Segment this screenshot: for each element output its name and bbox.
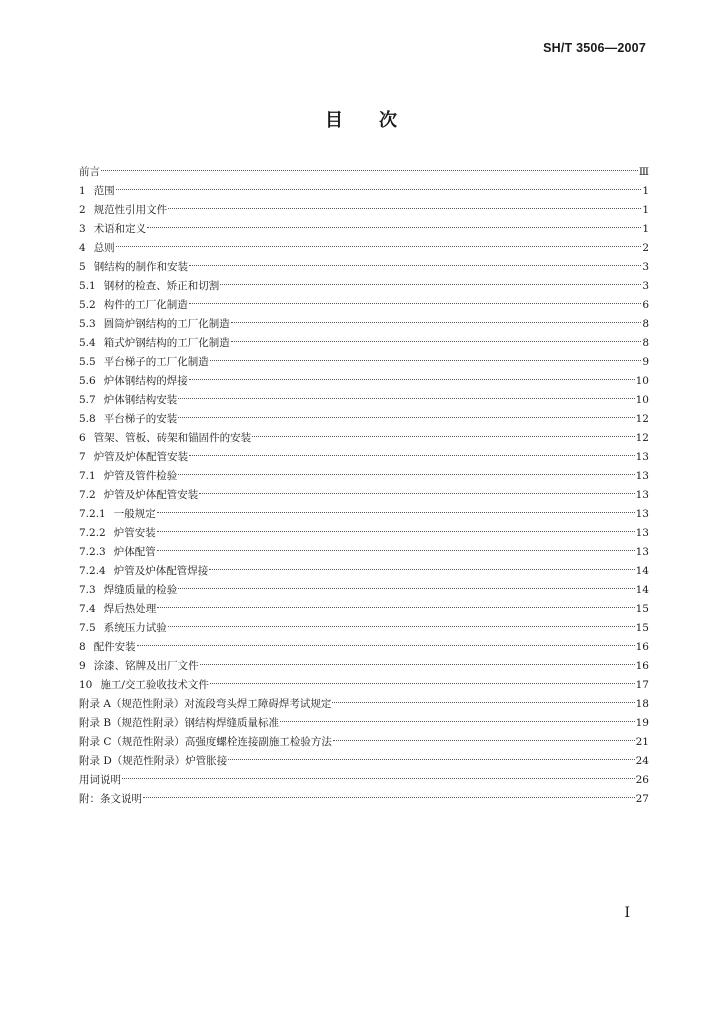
toc-entry-title: 焊后热处理 [103,603,157,615]
toc-entry-number: 6 [79,432,86,444]
toc-dot-leader [189,302,642,304]
toc-entry-title: 总则 [93,242,115,254]
toc-entry-number: 7.1 [79,470,96,482]
toc-entry[interactable] [79,467,649,486]
toc-entry-number: 5.5 [79,356,96,368]
toc-entry-title: 炉管及管件检验 [103,470,178,482]
toc-entry[interactable] [79,315,649,334]
toc-entry-title: 钢材的检查、矫正和切割 [103,280,220,292]
toc-entry[interactable] [79,714,649,733]
toc-entry[interactable] [79,372,649,391]
toc-entry-page: 2 [642,242,649,254]
toc-entry-page: 21 [635,736,649,748]
toc-dot-leader [116,245,642,247]
toc-entry[interactable] [79,277,649,296]
toc-entry-number: 5.8 [79,413,96,425]
toc-dot-leader [116,188,642,190]
toc-entry-page: 27 [635,793,649,805]
toc-entry-title: 炉体钢结构安装 [103,394,178,406]
toc-entry-number: 8 [79,641,86,653]
toc-entry-page: 3 [642,261,649,273]
toc-dot-leader [137,644,635,646]
toc-entry-title: 钢结构的制作和安装 [93,261,189,273]
toc-entry-page: 14 [635,565,649,577]
toc-entry-page: 13 [635,451,649,463]
toc-entry[interactable] [79,771,649,790]
toc-dot-leader [332,701,634,703]
page-title [0,106,724,132]
toc-entry-page: 8 [642,337,649,349]
toc-entry-number: 7.2.3 [79,546,106,558]
toc-entry-page: 3 [642,280,649,292]
toc-entry[interactable] [79,296,649,315]
toc-entry[interactable] [79,790,649,809]
toc-dot-leader [189,378,635,380]
toc-entry-title: 炉管及炉体配管安装 [93,451,189,463]
toc-dot-leader [231,321,642,323]
toc-entry-page: 14 [635,584,649,596]
toc-entry-title: 炉管安装 [113,527,156,539]
toc-entry-page: 6 [642,299,649,311]
toc-entry[interactable] [79,676,649,695]
toc-entry-title: 规范性引用文件 [93,204,168,216]
toc-entry-title: 炉体钢结构的焊接 [103,375,188,387]
toc-entry[interactable] [79,239,649,258]
toc-entry-title: 平台梯子的安装 [103,413,178,425]
toc-dot-leader [147,226,641,228]
toc-entry-page: 1 [642,223,649,235]
toc-dot-leader [157,549,635,551]
toc-dot-leader [333,739,635,741]
toc-entry-number: 5.4 [79,337,96,349]
toc-entry-number: 5.6 [79,375,96,387]
toc-dot-leader [178,587,634,589]
toc-dot-leader [178,397,634,399]
toc-entry-page: 15 [635,603,649,615]
toc-entry-page: 8 [642,318,649,330]
toc-dot-leader [199,492,634,494]
toc-entry-title: 构件的工厂化制造 [103,299,188,311]
toc-dot-leader [157,606,634,608]
toc-entry[interactable] [79,657,649,676]
table-of-contents [79,163,649,809]
page-number: I [624,905,630,921]
toc-dot-leader [228,758,634,760]
toc-entry[interactable] [79,619,649,638]
toc-dot-leader [220,283,641,285]
toc-entry-title: 炉管及炉体配管焊接 [113,565,209,577]
toc-entry-page: 9 [642,356,649,368]
toc-dot-leader [231,340,642,342]
toc-entry-number: 5.3 [79,318,96,330]
toc-entry[interactable] [79,410,649,429]
toc-entry-title: 用词说明 [79,774,121,786]
toc-entry-title: 平台梯子的工厂化制造 [103,356,209,368]
toc-dot-leader [200,663,635,665]
toc-entry-number: 7.2 [79,489,96,501]
toc-entry[interactable] [79,505,649,524]
toc-entry-page: 15 [635,622,649,634]
toc-entry-page: 18 [635,698,649,710]
page-title-char-1: 目 [325,110,345,131]
toc-dot-leader [189,264,641,266]
toc-dot-leader [252,435,634,437]
toc-entry-title: 附录 A（规范性附录）对流段弯头焊工障碍焊考试规定 [79,698,332,710]
toc-entry-page: 24 [635,755,649,767]
toc-entry-number: 4 [79,242,86,254]
page-title-char-2: 次 [379,110,399,131]
toc-entry-title: 附录 B（规范性附录）钢结构焊缝质量标准 [79,717,280,729]
toc-entry-title: 圆筒炉钢结构的工厂化制造 [103,318,230,330]
toc-entry[interactable] [79,429,649,448]
toc-entry-title: 附录 D（规范性附录）炉管胀接 [79,755,228,767]
toc-entry-number: 5 [79,261,86,273]
toc-dot-leader [210,682,635,684]
toc-dot-leader [280,720,635,722]
toc-entry-title: 配件安装 [93,641,136,653]
toc-entry-page: 12 [635,432,649,444]
toc-entry-title: 术语和定义 [93,223,147,235]
toc-entry[interactable] [79,258,649,277]
toc-entry[interactable] [79,562,649,581]
toc-entry[interactable] [79,391,649,410]
toc-entry[interactable] [79,638,649,657]
toc-entry-page: 13 [635,470,649,482]
toc-entry-number: 5.2 [79,299,96,311]
toc-entry[interactable] [79,334,649,353]
toc-entry-page: 10 [635,375,649,387]
toc-entry-page: 12 [635,413,649,425]
toc-entry-number: 7.2.2 [79,527,106,539]
toc-entry-title: 范围 [93,185,115,197]
toc-entry-title: 涂漆、铭牌及出厂文件 [93,660,199,672]
toc-entry-page: 26 [635,774,649,786]
toc-dot-leader [157,530,635,532]
toc-entry[interactable] [79,201,649,220]
toc-dot-leader [210,359,642,361]
toc-dot-leader [189,454,634,456]
toc-entry-number: 2 [79,204,86,216]
toc-entry[interactable] [79,182,649,201]
toc-entry-page: 13 [635,546,649,558]
toc-entry-page: 1 [642,185,649,197]
toc-entry-page: 13 [635,527,649,539]
toc-entry-number: 7 [79,451,86,463]
toc-dot-leader [168,207,641,209]
toc-entry[interactable] [79,600,649,619]
toc-entry-title: 附：条文说明 [79,793,142,805]
toc-entry-number: 1 [79,185,86,197]
toc-dot-leader [143,796,635,798]
toc-entry-title: 系统压力试验 [103,622,167,634]
toc-entry-page: 16 [635,660,649,672]
toc-dot-leader [209,568,634,570]
toc-entry-number: 3 [79,223,86,235]
toc-dot-leader [157,511,635,513]
toc-entry[interactable] [79,163,649,182]
toc-entry-number: 7.2.4 [79,565,106,577]
toc-entry-number: 7.2.1 [79,508,106,520]
toc-entry-number: 7.5 [79,622,96,634]
toc-entry-page: 17 [635,679,649,691]
toc-entry-page: 1 [642,204,649,216]
toc-entry-title: 管架、管板、砖架和锚固件的安装 [93,432,252,444]
toc-entry-title: 炉管及炉体配管安装 [103,489,199,501]
toc-entry-number: 5.1 [79,280,96,292]
toc-entry-title: 一般规定 [113,508,156,520]
toc-dot-leader [168,625,635,627]
toc-entry[interactable] [79,752,649,771]
toc-entry-number: 5.7 [79,394,96,406]
toc-entry[interactable] [79,581,649,600]
toc-entry[interactable] [79,220,649,239]
toc-entry[interactable] [79,543,649,562]
toc-entry-page: Ⅲ [638,166,649,178]
toc-entry-number: 7.4 [79,603,96,615]
toc-entry-number: 7.3 [79,584,96,596]
toc-dot-leader [101,169,638,171]
toc-entry[interactable] [79,486,649,505]
toc-entry-page: 10 [635,394,649,406]
toc-entry-title: 炉体配管 [113,546,156,558]
toc-entry[interactable] [79,695,649,714]
toc-dot-leader [178,473,634,475]
toc-entry-number: 9 [79,660,86,672]
toc-entry-title: 焊缝质量的检验 [103,584,178,596]
toc-entry[interactable] [79,733,649,752]
standard-code: SH/T 3506—2007 [543,41,646,55]
toc-entry-title: 箱式炉钢结构的工厂化制造 [103,337,230,349]
toc-entry[interactable] [79,353,649,372]
toc-entry-number: 10 [79,679,93,691]
toc-entry-title: 施工/交工验收技术文件 [100,679,209,691]
toc-entry-page: 16 [635,641,649,653]
toc-entry[interactable] [79,448,649,467]
toc-entry[interactable] [79,524,649,543]
toc-entry-title: 附录 C（规范性附录）高强度螺栓连接副施工检验方法 [79,736,332,748]
toc-entry-title: 前言 [79,166,100,178]
toc-entry-page: 19 [635,717,649,729]
toc-dot-leader [178,416,634,418]
toc-dot-leader [122,777,635,779]
toc-entry-page: 13 [635,489,649,501]
toc-entry-page: 13 [635,508,649,520]
